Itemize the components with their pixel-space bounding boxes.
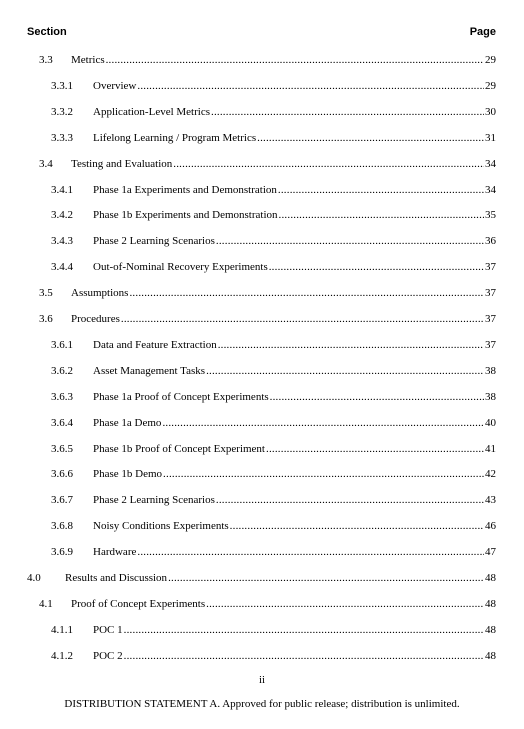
toc-entry-number: 4.1.2 xyxy=(51,649,73,662)
toc-entry-page[interactable]: 48 xyxy=(485,623,496,636)
toc-entry-line xyxy=(93,622,496,638)
toc-entry[interactable] xyxy=(0,466,496,482)
toc-entry-line xyxy=(93,130,496,146)
toc-entry[interactable] xyxy=(0,207,496,223)
dot-leader xyxy=(137,544,484,560)
toc-entry-title[interactable]: Overview xyxy=(93,79,137,92)
toc-entry-line xyxy=(93,415,496,431)
toc-entry[interactable] xyxy=(0,570,496,586)
toc-entry-line xyxy=(71,52,496,68)
toc-entry-line xyxy=(71,285,496,301)
dot-leader xyxy=(163,466,484,482)
toc-entry-number: 3.6.3 xyxy=(51,390,73,403)
toc-entry[interactable] xyxy=(0,389,496,405)
toc-entry-title[interactable]: Phase 1a Experiments and Demonstration xyxy=(93,183,277,196)
toc-header xyxy=(27,26,496,42)
dot-leader xyxy=(270,389,484,405)
toc-entry-line xyxy=(93,466,496,482)
toc-entry-page[interactable]: 37 xyxy=(485,313,496,325)
dot-leader xyxy=(269,259,484,275)
toc-entry-number: 3.3 xyxy=(39,54,53,66)
toc-entry-line xyxy=(93,648,496,664)
toc-entry[interactable] xyxy=(0,182,496,198)
toc-entry-title[interactable]: Phase 1b Experiments and Demonstration xyxy=(93,209,278,222)
toc-entry-title[interactable]: Phase 2 Learning Scenarios xyxy=(93,235,215,248)
dot-leader xyxy=(216,492,484,508)
toc-entry-line xyxy=(71,311,496,327)
page-number: ii xyxy=(258,674,266,686)
toc-entry-page[interactable]: 37 xyxy=(485,261,496,274)
toc-entry-line xyxy=(93,182,496,198)
dot-leader xyxy=(230,518,484,534)
toc-entry[interactable] xyxy=(0,363,496,379)
toc-entry-number: 4.0 xyxy=(27,572,41,584)
toc-entry[interactable] xyxy=(0,233,496,249)
toc-entry-number: 3.6.2 xyxy=(51,364,73,377)
toc-entry-number: 3.4.2 xyxy=(51,209,73,222)
toc-entry-page[interactable]: 37 xyxy=(485,287,496,300)
toc-entry-line xyxy=(65,570,496,586)
toc-entry-line xyxy=(93,104,496,120)
toc-entry-title[interactable]: Phase 1a Proof of Concept Experiments xyxy=(93,390,269,403)
toc-entry-title[interactable]: POC 2 xyxy=(93,649,123,662)
toc-entry-line xyxy=(93,518,496,534)
toc-entry-page[interactable]: 29 xyxy=(485,79,496,92)
toc-entry-page[interactable]: 42 xyxy=(485,468,496,481)
toc-entry-page[interactable]: 40 xyxy=(485,416,496,429)
toc-entry[interactable] xyxy=(0,518,496,534)
toc-entry-page[interactable]: 31 xyxy=(485,131,496,144)
toc-entry-number: 3.6.9 xyxy=(51,546,73,559)
toc-entry-number: 3.6.8 xyxy=(51,520,73,533)
toc-entry-page[interactable]: 34 xyxy=(485,183,496,196)
toc-entry-number: 3.3.3 xyxy=(51,131,73,144)
dot-leader xyxy=(121,311,484,327)
toc-entry-line xyxy=(71,596,496,612)
toc-entry-line xyxy=(93,259,496,275)
toc-entry[interactable] xyxy=(0,52,496,68)
toc-entry[interactable] xyxy=(0,415,496,431)
dot-leader xyxy=(124,648,484,664)
toc-entry[interactable] xyxy=(0,311,496,327)
toc-entry-number: 3.6.6 xyxy=(51,468,73,481)
toc-entry[interactable] xyxy=(0,130,496,146)
toc-entry[interactable] xyxy=(0,622,496,638)
toc-entry-number: 4.1 xyxy=(39,597,53,610)
toc-entry[interactable] xyxy=(0,259,496,275)
toc-entry-line xyxy=(93,492,496,508)
toc-entry-title[interactable]: POC 1 xyxy=(93,623,123,636)
toc-entry-page[interactable]: 38 xyxy=(485,364,496,377)
toc-entry-title[interactable]: Phase 1a Demo xyxy=(93,416,162,429)
toc-entry-title[interactable]: Lifelong Learning / Program Metrics xyxy=(93,131,257,144)
dot-leader xyxy=(137,78,484,94)
toc-entry-title[interactable]: Asset Management Tasks xyxy=(93,364,206,377)
dot-leader xyxy=(211,104,484,120)
toc-entry[interactable] xyxy=(0,104,496,120)
toc-entry[interactable] xyxy=(0,544,496,560)
toc-entry[interactable] xyxy=(0,78,496,94)
toc-entry-title[interactable]: Out-of-Nominal Recovery Experiments xyxy=(93,261,268,274)
toc-entry-number: 3.6.4 xyxy=(51,416,73,429)
toc-entry[interactable] xyxy=(0,285,496,301)
toc-entry[interactable] xyxy=(0,337,496,353)
dot-leader xyxy=(279,207,484,223)
dot-leader xyxy=(173,156,484,172)
toc-entry-line xyxy=(93,78,496,94)
toc-entry-line xyxy=(93,233,496,249)
toc-entry-page[interactable]: 47 xyxy=(485,546,496,559)
toc-entry[interactable] xyxy=(0,596,496,612)
page-column-heading: Page xyxy=(469,26,496,38)
dot-leader xyxy=(106,52,484,68)
toc-entry-number: 3.3.1 xyxy=(51,79,73,92)
toc-entry-title[interactable]: Assumptions xyxy=(71,287,129,300)
toc-entry-title[interactable]: Phase 1b Demo xyxy=(93,468,163,481)
toc-entry-line xyxy=(93,207,496,223)
distribution-statement: DISTRIBUTION STATEMENT A. Approved for public release; distribution is unlimited. xyxy=(64,698,460,710)
dot-leader xyxy=(162,415,484,431)
toc-entry-number: 3.5 xyxy=(39,287,53,300)
dot-leader xyxy=(168,570,484,586)
toc-entry-page[interactable]: 48 xyxy=(485,572,496,584)
toc-entry[interactable] xyxy=(0,156,496,172)
toc-entry-page[interactable]: 29 xyxy=(485,54,496,66)
toc-entry-number: 3.4 xyxy=(39,157,53,170)
toc-entry-line xyxy=(93,544,496,560)
toc-entry-number: 3.6.7 xyxy=(51,494,73,507)
dot-leader xyxy=(206,363,484,379)
dot-leader xyxy=(129,285,484,301)
dot-leader xyxy=(278,182,484,198)
toc-entry-page[interactable]: 34 xyxy=(485,157,496,170)
toc-entry-title[interactable]: Phase 2 Learning Scenarios xyxy=(93,494,215,507)
toc-entry-line xyxy=(93,441,496,457)
toc-entry-page[interactable]: 46 xyxy=(485,520,496,533)
toc-entry-page[interactable]: 48 xyxy=(485,649,496,662)
toc-entry-number: 3.6 xyxy=(39,313,53,325)
section-column-heading: Section xyxy=(27,26,67,38)
toc-entry-page[interactable]: 38 xyxy=(485,390,496,403)
toc-entry-page[interactable]: 41 xyxy=(485,442,496,455)
toc-entry-title[interactable]: Noisy Conditions Experiments xyxy=(93,520,229,533)
toc-entry-page[interactable]: 35 xyxy=(485,209,496,222)
toc-entry-number: 3.4.1 xyxy=(51,183,73,196)
toc-entry-number: 3.6.5 xyxy=(51,442,73,455)
toc-entry-page[interactable]: 36 xyxy=(485,235,496,248)
toc-entry-page[interactable]: 48 xyxy=(485,597,496,610)
toc-entry-number: 3.4.4 xyxy=(51,261,73,274)
toc-entry-number: 4.1.1 xyxy=(51,623,73,636)
toc-entry-page[interactable]: 43 xyxy=(485,494,496,507)
dot-leader xyxy=(206,596,484,612)
toc-entry-title[interactable]: Metrics xyxy=(71,54,105,66)
toc-entry-line xyxy=(93,337,496,353)
dot-leader xyxy=(266,441,484,457)
toc-entry-page[interactable]: 30 xyxy=(485,105,496,118)
toc-entry[interactable] xyxy=(0,492,496,508)
toc-entry-number: 3.3.2 xyxy=(51,105,73,118)
toc-entry-title[interactable]: Procedures xyxy=(71,313,120,325)
dot-leader xyxy=(124,622,484,638)
toc-entry-number: 3.4.3 xyxy=(51,235,73,248)
toc-entry-title[interactable]: Testing and Evaluation xyxy=(71,157,173,170)
toc-entry-title[interactable]: Data and Feature Extraction xyxy=(93,338,217,351)
toc-entry-title[interactable]: Application-Level Metrics xyxy=(93,105,210,118)
toc-entry-line xyxy=(93,363,496,379)
toc-entry-line xyxy=(71,156,496,172)
toc-entry[interactable] xyxy=(0,441,496,457)
toc-entry-line xyxy=(93,389,496,405)
toc-entry-title[interactable]: Proof of Concept Experiments xyxy=(71,597,206,610)
toc-entry-page[interactable]: 37 xyxy=(485,338,496,351)
dot-leader xyxy=(218,337,484,353)
toc-entry[interactable] xyxy=(0,648,496,664)
toc-entry-title[interactable]: Phase 1b Proof of Concept Experiment xyxy=(93,442,265,455)
toc-entry-number: 3.6.1 xyxy=(51,338,73,351)
toc-entry-title[interactable]: Results and Discussion xyxy=(65,572,168,584)
toc-entry-title[interactable]: Hardware xyxy=(93,546,137,559)
dot-leader xyxy=(257,130,484,146)
dot-leader xyxy=(216,233,484,249)
